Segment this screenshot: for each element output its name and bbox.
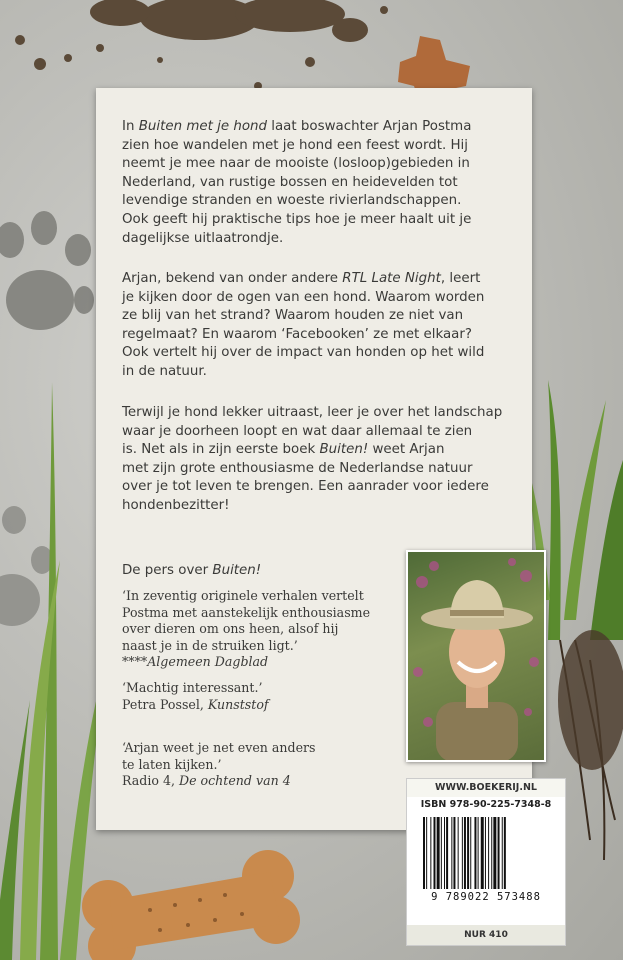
text: In bbox=[122, 119, 139, 134]
publisher-url: WWW.BOEKERIJ.NL bbox=[407, 779, 565, 797]
text: is. Net als in zijn eerste boek bbox=[122, 442, 320, 458]
show-title: RTL Late Night bbox=[342, 271, 441, 286]
barcode-bar bbox=[462, 817, 463, 889]
quote-source-title: Kunststof bbox=[207, 696, 269, 712]
text: met zijn grote enthousiasme de Nederlandse natuur bbox=[122, 460, 473, 476]
barcode-bar bbox=[444, 817, 445, 889]
blurb-paragraph-1 bbox=[122, 118, 522, 248]
nur-code: NUR 410 bbox=[407, 925, 565, 945]
barcode-bar bbox=[470, 817, 471, 889]
text: zien hoe wandelen met je hond een feest wordt. Hij bbox=[122, 137, 468, 153]
quote-line: ‘Arjan weet je net even anders bbox=[122, 740, 316, 755]
press-quote-1 bbox=[122, 588, 370, 671]
text: Ook vertelt hij over de impact van honden op het wild bbox=[122, 345, 485, 361]
text: , leert bbox=[440, 271, 481, 286]
barcode-icon bbox=[423, 817, 549, 889]
text: Ook geeft hij praktische tips hoe je meer haalt uit je bbox=[122, 211, 472, 227]
barcode-bar bbox=[481, 817, 484, 889]
blurb-paragraph-2 bbox=[122, 270, 522, 382]
quote-source: Algemeen Dagblad bbox=[147, 654, 269, 670]
text: in de natuur. bbox=[122, 363, 207, 379]
barcode-bar bbox=[437, 817, 440, 889]
barcode-bar bbox=[423, 817, 425, 889]
text: dagelijkse uitlaatrondje. bbox=[122, 230, 284, 246]
text: Nederland, van rustige bossen en heidevelden tot bbox=[122, 174, 458, 190]
text: over je tot leven te brengen. Een aanrader voor iedere bbox=[122, 479, 489, 495]
soil-clumps bbox=[15, 0, 388, 101]
press-quote-2 bbox=[122, 680, 269, 713]
text: hondenbezitter! bbox=[122, 497, 230, 513]
rating-stars: **** bbox=[122, 654, 148, 670]
text: levendige stranden en woeste rivierlandschappen. bbox=[122, 193, 462, 209]
barcode-bar bbox=[451, 817, 452, 889]
barcode-bar bbox=[493, 817, 496, 889]
isbn-number: ISBN 978-90-225-7348-8 bbox=[420, 799, 552, 810]
text: waar je doorheen loopt en wat daar allemaal te zien bbox=[122, 423, 473, 439]
text: Arjan, bekend van onder andere bbox=[122, 271, 343, 286]
barcode-bar bbox=[498, 817, 500, 889]
barcode-bar bbox=[467, 817, 469, 889]
text: laat boswachter Arjan Postma bbox=[267, 119, 472, 134]
blurb-paragraph-3 bbox=[122, 404, 522, 516]
author-photo bbox=[406, 550, 546, 762]
paw-print-left-lower bbox=[0, 506, 53, 626]
quote-line: over dieren om ons heen, alsof hij bbox=[122, 621, 339, 637]
barcode-bar bbox=[464, 817, 466, 889]
quote-line: ‘In zeventig originele verhalen vertelt bbox=[122, 588, 364, 603]
barcode-bar bbox=[485, 817, 486, 889]
book-title: Buiten met je hond bbox=[138, 119, 267, 134]
bone-biscuit bbox=[82, 850, 300, 960]
barcode-bar bbox=[502, 817, 503, 889]
barcode-bar bbox=[504, 817, 506, 889]
barcode-block bbox=[406, 778, 566, 946]
book-title: Buiten! bbox=[212, 563, 262, 578]
quote-line: Postma met aanstekelijk enthousiasme bbox=[122, 604, 371, 620]
paw-print-left-upper bbox=[0, 211, 94, 330]
text: je kijken door de ogen van een hond. Waarom worden bbox=[122, 289, 485, 305]
barcode-bar bbox=[430, 817, 431, 889]
barcode-bar bbox=[474, 817, 476, 889]
barcode-bar bbox=[453, 817, 455, 889]
author-portrait-icon bbox=[408, 552, 544, 760]
barcode-bar bbox=[458, 817, 459, 889]
grass-left bbox=[0, 382, 110, 960]
quote-source: Radio 4, bbox=[122, 773, 179, 789]
barcode-bar bbox=[426, 817, 427, 889]
text: De pers over bbox=[122, 563, 213, 578]
quote-source: Petra Possel, bbox=[122, 696, 208, 712]
text: ze blij van het strand? Waarom houden ze niet van bbox=[122, 308, 464, 324]
barcode-bar bbox=[488, 817, 489, 889]
quote-line: ‘Machtig interessant.’ bbox=[122, 680, 263, 695]
text: Terwijl je hond lekker uitraast, leer je over het landschap bbox=[122, 405, 503, 420]
barcode-bar bbox=[446, 817, 448, 889]
barcode-digits: 9 789022 573488 bbox=[431, 891, 541, 903]
press-quote-3 bbox=[122, 740, 316, 790]
press-heading bbox=[122, 562, 402, 581]
text: regelmaat? En waarom ‘Facebooken’ ze met elkaar? bbox=[122, 326, 472, 342]
barcode-bar bbox=[441, 817, 442, 889]
barcode-bar bbox=[478, 817, 479, 889]
quote-source-title: De ochtend van 4 bbox=[178, 773, 291, 789]
quote-line: te laten kijken.’ bbox=[122, 756, 222, 772]
quote-line: naast je in de struiken ligt.’ bbox=[122, 637, 298, 653]
text: neemt je mee naar de mooiste (losloop)gebieden in bbox=[122, 156, 470, 172]
text: weet Arjan bbox=[368, 442, 445, 458]
book-title: Buiten! bbox=[319, 442, 369, 458]
soil-right bbox=[558, 630, 623, 770]
barcode-bar bbox=[434, 817, 436, 889]
barcode-bar bbox=[491, 817, 492, 889]
